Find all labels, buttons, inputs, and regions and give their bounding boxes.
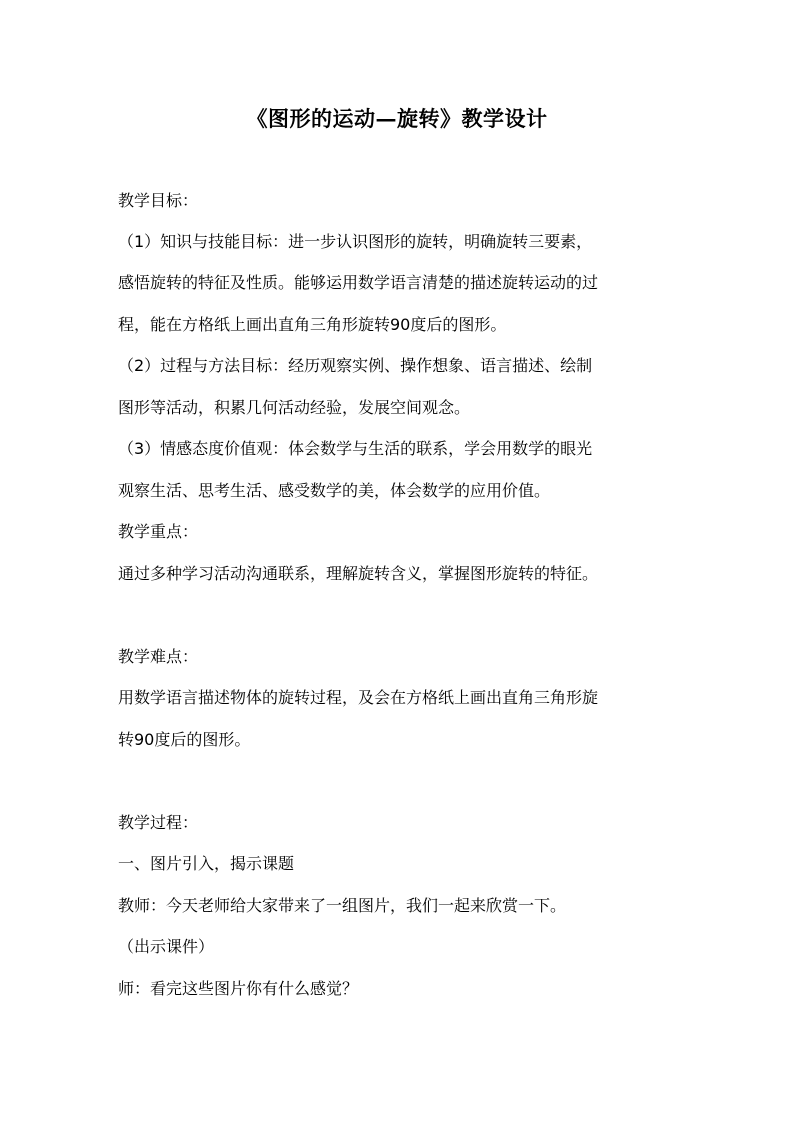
subsection-heading: 一、图片引入，揭示课题 (118, 854, 295, 873)
paragraph-line: 图形等活动，积累几何活动经验，发展空间观念。 (118, 398, 471, 417)
paragraph-line: （3）情感态度价值观：体会数学与生活的联系，学会用数学的眼光 (118, 439, 593, 458)
paragraph-line: 教师：今天老师给大家带来了一组图片，我们一起来欣赏一下。 (118, 896, 567, 915)
document-title: 《图形的运动—旋转》教学设计 (246, 106, 548, 131)
paragraph-line: 通过多种学习活动沟通联系，理解旋转含义，掌握图形旋转的特征。 (118, 564, 599, 583)
paragraph-line: 转90度后的图形。 (118, 730, 251, 749)
paragraph-line: 师：看完这些图片你有什么感觉？ (118, 979, 359, 998)
paragraph-line: 用数学语言描述物体的旋转过程，及会在方格纸上画出直角三角形旋 (118, 688, 599, 707)
paragraph-line: 观察生活、思考生活、感受数学的美，体会数学的应用价值。 (118, 481, 551, 500)
section-heading-objectives: 教学目标： (118, 191, 199, 210)
paragraph-line: （2）过程与方法目标：经历观察实例、操作想象、语言描述、绘制 (118, 356, 593, 375)
paragraph-line: （出示课件） (118, 937, 215, 956)
paragraph-line: 感悟旋转的特征及性质。能够运用数学语言清楚的描述旋转运动的过 (118, 273, 599, 292)
paragraph-line: （1）知识与技能目标：进一步认识图形的旋转，明确旋转三要素， (118, 232, 593, 251)
section-heading-key-points: 教学重点： (118, 522, 199, 541)
section-heading-process: 教学过程： (118, 813, 199, 832)
paragraph-line: 程，能在方格纸上画出直角三角形旋转90度后的图形。 (118, 315, 507, 334)
section-heading-difficulties: 教学难点： (118, 647, 199, 666)
